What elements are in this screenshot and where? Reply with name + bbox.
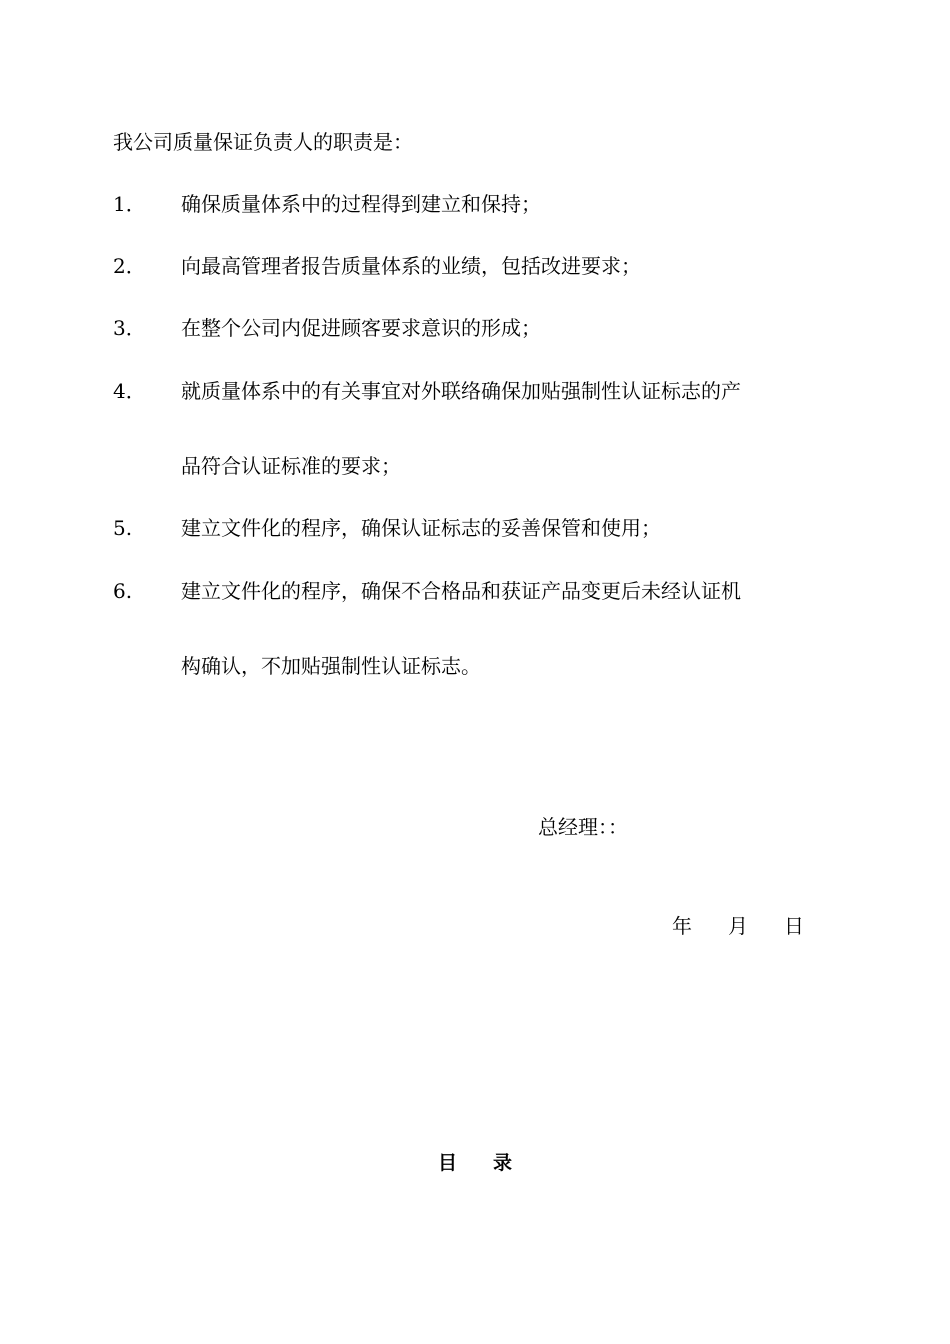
list-item-number: 2． (113, 254, 146, 278)
date-day-label: 日 (784, 914, 804, 938)
list-item-number: 4． (113, 379, 146, 403)
list-item-number: 3． (113, 316, 146, 340)
list-item-number: 1． (113, 192, 146, 216)
date-month-label: 月 (728, 914, 748, 938)
list-item-number: 6. (113, 579, 133, 603)
signature-label: 总经理：： (538, 815, 628, 839)
list-item-text: 在整个公司内促进顾客要求意识的形成； (181, 316, 541, 340)
list-item-text: 确保质量体系中的过程得到建立和保持； (181, 192, 541, 216)
intro-text: 我公司质量保证负责人的职责是： (113, 130, 413, 154)
date-year-label: 年 (672, 914, 692, 938)
list-item-text: 建立文件化的程序，确保认证标志的妥善保管和使用； (181, 516, 661, 540)
toc-heading (438, 1150, 512, 1176)
list-item-text-continued: 品符合认证标准的要求； (181, 454, 401, 478)
list-item-text: 向最高管理者报告质量体系的业绩，包括改进要求； (181, 254, 641, 278)
toc-heading-part1: 目 (438, 1152, 458, 1174)
list-item-text: 就质量体系中的有关事宜对外联络确保加贴强制性认证标志的产 (181, 379, 741, 403)
list-item-text: 建立文件化的程序，确保不合格品和获证产品变更后未经认证机 (181, 579, 741, 603)
date-line (672, 912, 804, 940)
list-item-number: 5. (113, 516, 133, 540)
list-item-text-continued: 构确认，不加贴强制性认证标志。 (181, 654, 481, 678)
toc-heading-part2: 录 (493, 1152, 513, 1174)
